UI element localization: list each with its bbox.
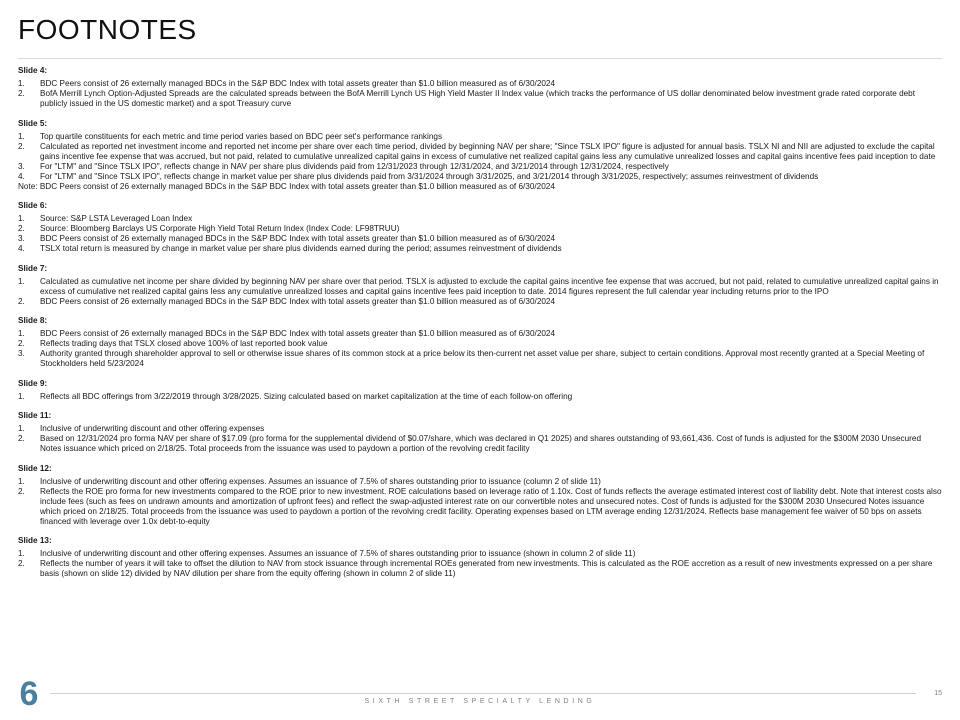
footnote-text: For "LTM" and "Since TSLX IPO", reflects change in market value per share plus dividends paid from 3/31/2024 through 3/31/2025, and 3/21/2014 through 3/31/2025, respectively; assumes reinvestment of dividends [40,171,819,181]
footnote-section [18,411,943,454]
footnote-number: 2. [18,434,25,443]
footnote-text: Source: S&P LSTA Leveraged Loan Index [40,214,193,223]
title-divider [18,58,942,59]
footnote-item [18,487,943,527]
footnote-item [18,234,943,244]
footnote-text: Calculated as reported net investment income and reported net income per share over each time period, divided by beginning NAV per share; "Since TSLX IPO" figure is adjusted for annual basis. TSLX NI and NII are adjusted to exclude the capital gains incentive fee expense that was accrued, but not paid, related to cumulative unrealized capital gains in excess of cumulative net realized capital gains less any cumulative unrealized losses and capital gains incentive fees paid inception to date [40,141,936,161]
footer-divider [50,693,916,694]
footnote-number: 2. [18,486,25,496]
footnote-text: Source: Bloomberg Barclays US Corporate High Yield Total Return Index (Index Code: LF98TRUU) [40,224,400,233]
footnote-section [18,536,943,579]
footnote-section [18,66,943,109]
section-heading: Slide 9: [18,378,48,388]
footnote-text: BDC Peers consist of 26 externally managed BDCs in the S&P BDC Index with total assets greater than $1.0 billion measured as of 6/30/2024 [40,296,556,306]
footnote-number: 2. [18,559,25,568]
page-title: FOOTNOTES [18,14,197,45]
footnote-text: Authority granted through shareholder approval to sell or otherwise issue shares of its common stock at a price below its then-current net asset value per share, subject to certain conditions. Approval most recently granted at a Special Meeting of Stockholders held 5/23/2024 [40,349,925,368]
footnote-text: BofA Merrill Lynch Option-Adjusted Spreads are the calculated spreads between the BofA Merrill Lynch US High Yield Master II Index value (which tracks the performance of US dollar denominated below investment grade rated corporate debt publicly issued in the US domestic market) and a spot Treasury curve [40,89,916,108]
section-heading: Slide 11: [18,411,52,420]
footnote-item [18,277,943,297]
footnote-number: 4. [18,171,25,181]
footnote-text: BDC Peers consist of 26 externally managed BDCs in the S&P BDC Index with total assets greater than $1.0 billion measured as of 6/30/2024 [40,234,556,243]
footnote-number: 2. [18,141,25,151]
footnote-item [18,549,943,559]
footnote-text: Inclusive of underwriting discount and other offering expenses. Assumes an issuance of 7.5% of shares outstanding prior to issuance (shown in column 2 of slide 11) [40,549,636,558]
footnote-number: 2. [18,296,25,306]
footnote-item [18,224,943,234]
footnote-text: For "LTM" and "Since TSLX IPO", reflects change in NAV per share plus dividends paid from 12/31/2023 through 12/31/2024, and 3/21/2014 through 12/31/2024, respectively [40,161,669,171]
footnote-text: Reflects trading days that TSLX closed above 100% of last reported book value [40,339,328,348]
footnote-number: 1. [18,79,25,88]
footnote-number: 4. [18,244,25,253]
section-heading: Slide 12: [18,463,52,473]
footnote-text: Inclusive of underwriting discount and other offering expenses [40,424,265,433]
footnote-item [18,79,943,89]
footnote-section [18,379,943,402]
footnote-item [18,132,943,142]
footnote-number: 2. [18,89,25,98]
footnote-number: 1. [18,424,25,433]
footnote-section [18,316,943,369]
section-heading: Slide 7: [18,263,48,273]
section-note: Note: BDC Peers consist of 26 externally managed BDCs in the S&P BDC Index with total assets greater than $1.0 billion measured as of 6/30/2024 [18,181,555,191]
footnote-item [18,142,943,162]
footnote-number: 1. [18,391,25,401]
footnote-item [18,329,943,339]
footnote-item [18,162,943,172]
footnote-text: Inclusive of underwriting discount and other offering expenses. Assumes an issuance of 7.5% of shares outstanding prior to issuance (column 2 of slide 11) [40,476,601,486]
footnote-item [18,297,943,307]
footnote-text: Reflects the ROE pro forma for new investments compared to the ROE prior to new investment. ROE calculations based on leverage ratio of 1.10x. Cost of funds reflects the average estimated interest cost of liability debt. Note that interest costs also include fees (such as fees on undrawn amounts and amortization of upfront fees) and reflect the swap-adjusted interest rate on our convertible notes and unsecured notes. Cost of funds is adjusted for the $300M 2030 Unsecured Notes issuance which priced on 2/18/25. Total proceeds from the issuance was used to paydown a portion of the revolving credit facility. Operating expenses based on LTM average ending 12/31/2024. Reflects base management fee waiver of 50 bps on assets financed with leverage over 1.0x debt-to-equity [40,486,942,526]
footnote-section [18,201,943,254]
footnote-number: 1. [18,131,25,141]
footnote-text: BDC Peers consist of 26 externally managed BDCs in the S&P BDC Index with total assets greater than $1.0 billion measured as of 6/30/2024 [40,329,556,338]
footnote-item [18,477,943,487]
section-heading: Slide 8: [18,316,48,325]
footnote-item [18,339,943,349]
footnote-section [18,264,943,307]
section-heading: Slide 6: [18,201,48,210]
footnote-number: 2. [18,339,25,348]
section-heading: Slide 5: [18,118,48,128]
footnote-text: Based on 12/31/2024 pro forma NAV per share of $17.09 (pro forma for the supplemental dividend of $0.07/share, which was declared in Q1 2025) and shares outstanding of 93,661,436. Cost of funds is adjusted for the $300M 2030 Unsecured Notes issuance which priced on 2/18/25. Total proceeds from the issuance was used to paydown a portion of the revolving credit facility [40,434,922,453]
footnote-text: Reflects all BDC offerings from 3/22/2019 through 3/28/2025. Sizing calculated based on market capitalization at the time of each follow-on offering [40,391,573,401]
footnote-item [18,89,943,109]
footnote-text: Top quartile constituents for each metric and time period varies based on BDC peer set's performance rankings [40,131,443,141]
footnote-number: 3. [18,349,25,358]
section-heading: Slide 4: [18,66,48,75]
footnote-item [18,392,943,402]
footnote-number: 1. [18,276,25,286]
page-number: 15 [934,690,942,697]
footnotes-body [18,66,943,589]
footnote-number: 1. [18,549,25,558]
footnote-item [18,172,943,182]
footnote-text: Calculated as cumulative net income per share divided by beginning NAV per share over that period. TSLX is adjusted to exclude the capital gains incentive fee expense that was accrued, but not paid, related to cumulative unrealized capital gains in excess of cumulative net realized capital gains less any cumulative unrealized losses and capital gains incentive fees paid inception to date. 2014 figures represent the full calendar year including returns prior to the IPO [40,276,939,296]
footnote-text: TSLX total return is measured by change in market value per share plus dividends earned during the period; assumes reinvestment of dividends [40,244,562,253]
footnote-number: 1. [18,214,25,223]
footnote-text: Reflects the number of years it will take to offset the dilution to NAV from stock issuance through incremental ROEs generated from new investments. This is calculated as the ROE accretion as a result of new investments expressed on a per share basis (shown on slide 12) divided by NAV dilution per share from the equity offering (shown in column 2 of slide 11) [40,559,933,578]
footnote-number: 3. [18,161,25,171]
footnote-item [18,349,943,369]
logo-glyph: 6 [19,676,39,710]
footnote-text: BDC Peers consist of 26 externally managed BDCs in the S&P BDC Index with total assets greater than $1.0 billion measured as of 6/30/2024 [40,79,556,88]
footnote-number: 3. [18,234,25,243]
footnote-item [18,214,943,224]
footnote-section [18,464,943,527]
footnote-section [18,119,943,192]
footer-company-name: SIXTH STREET SPECIALTY LENDING [364,698,596,705]
footnote-item [18,559,943,579]
footnote-number: 1. [18,476,25,486]
footnote-item [18,244,943,254]
footnote-item [18,424,943,434]
footnote-number: 1. [18,329,25,338]
footnote-number: 2. [18,224,25,233]
section-heading: Slide 13: [18,536,52,545]
footnote-item [18,434,943,454]
